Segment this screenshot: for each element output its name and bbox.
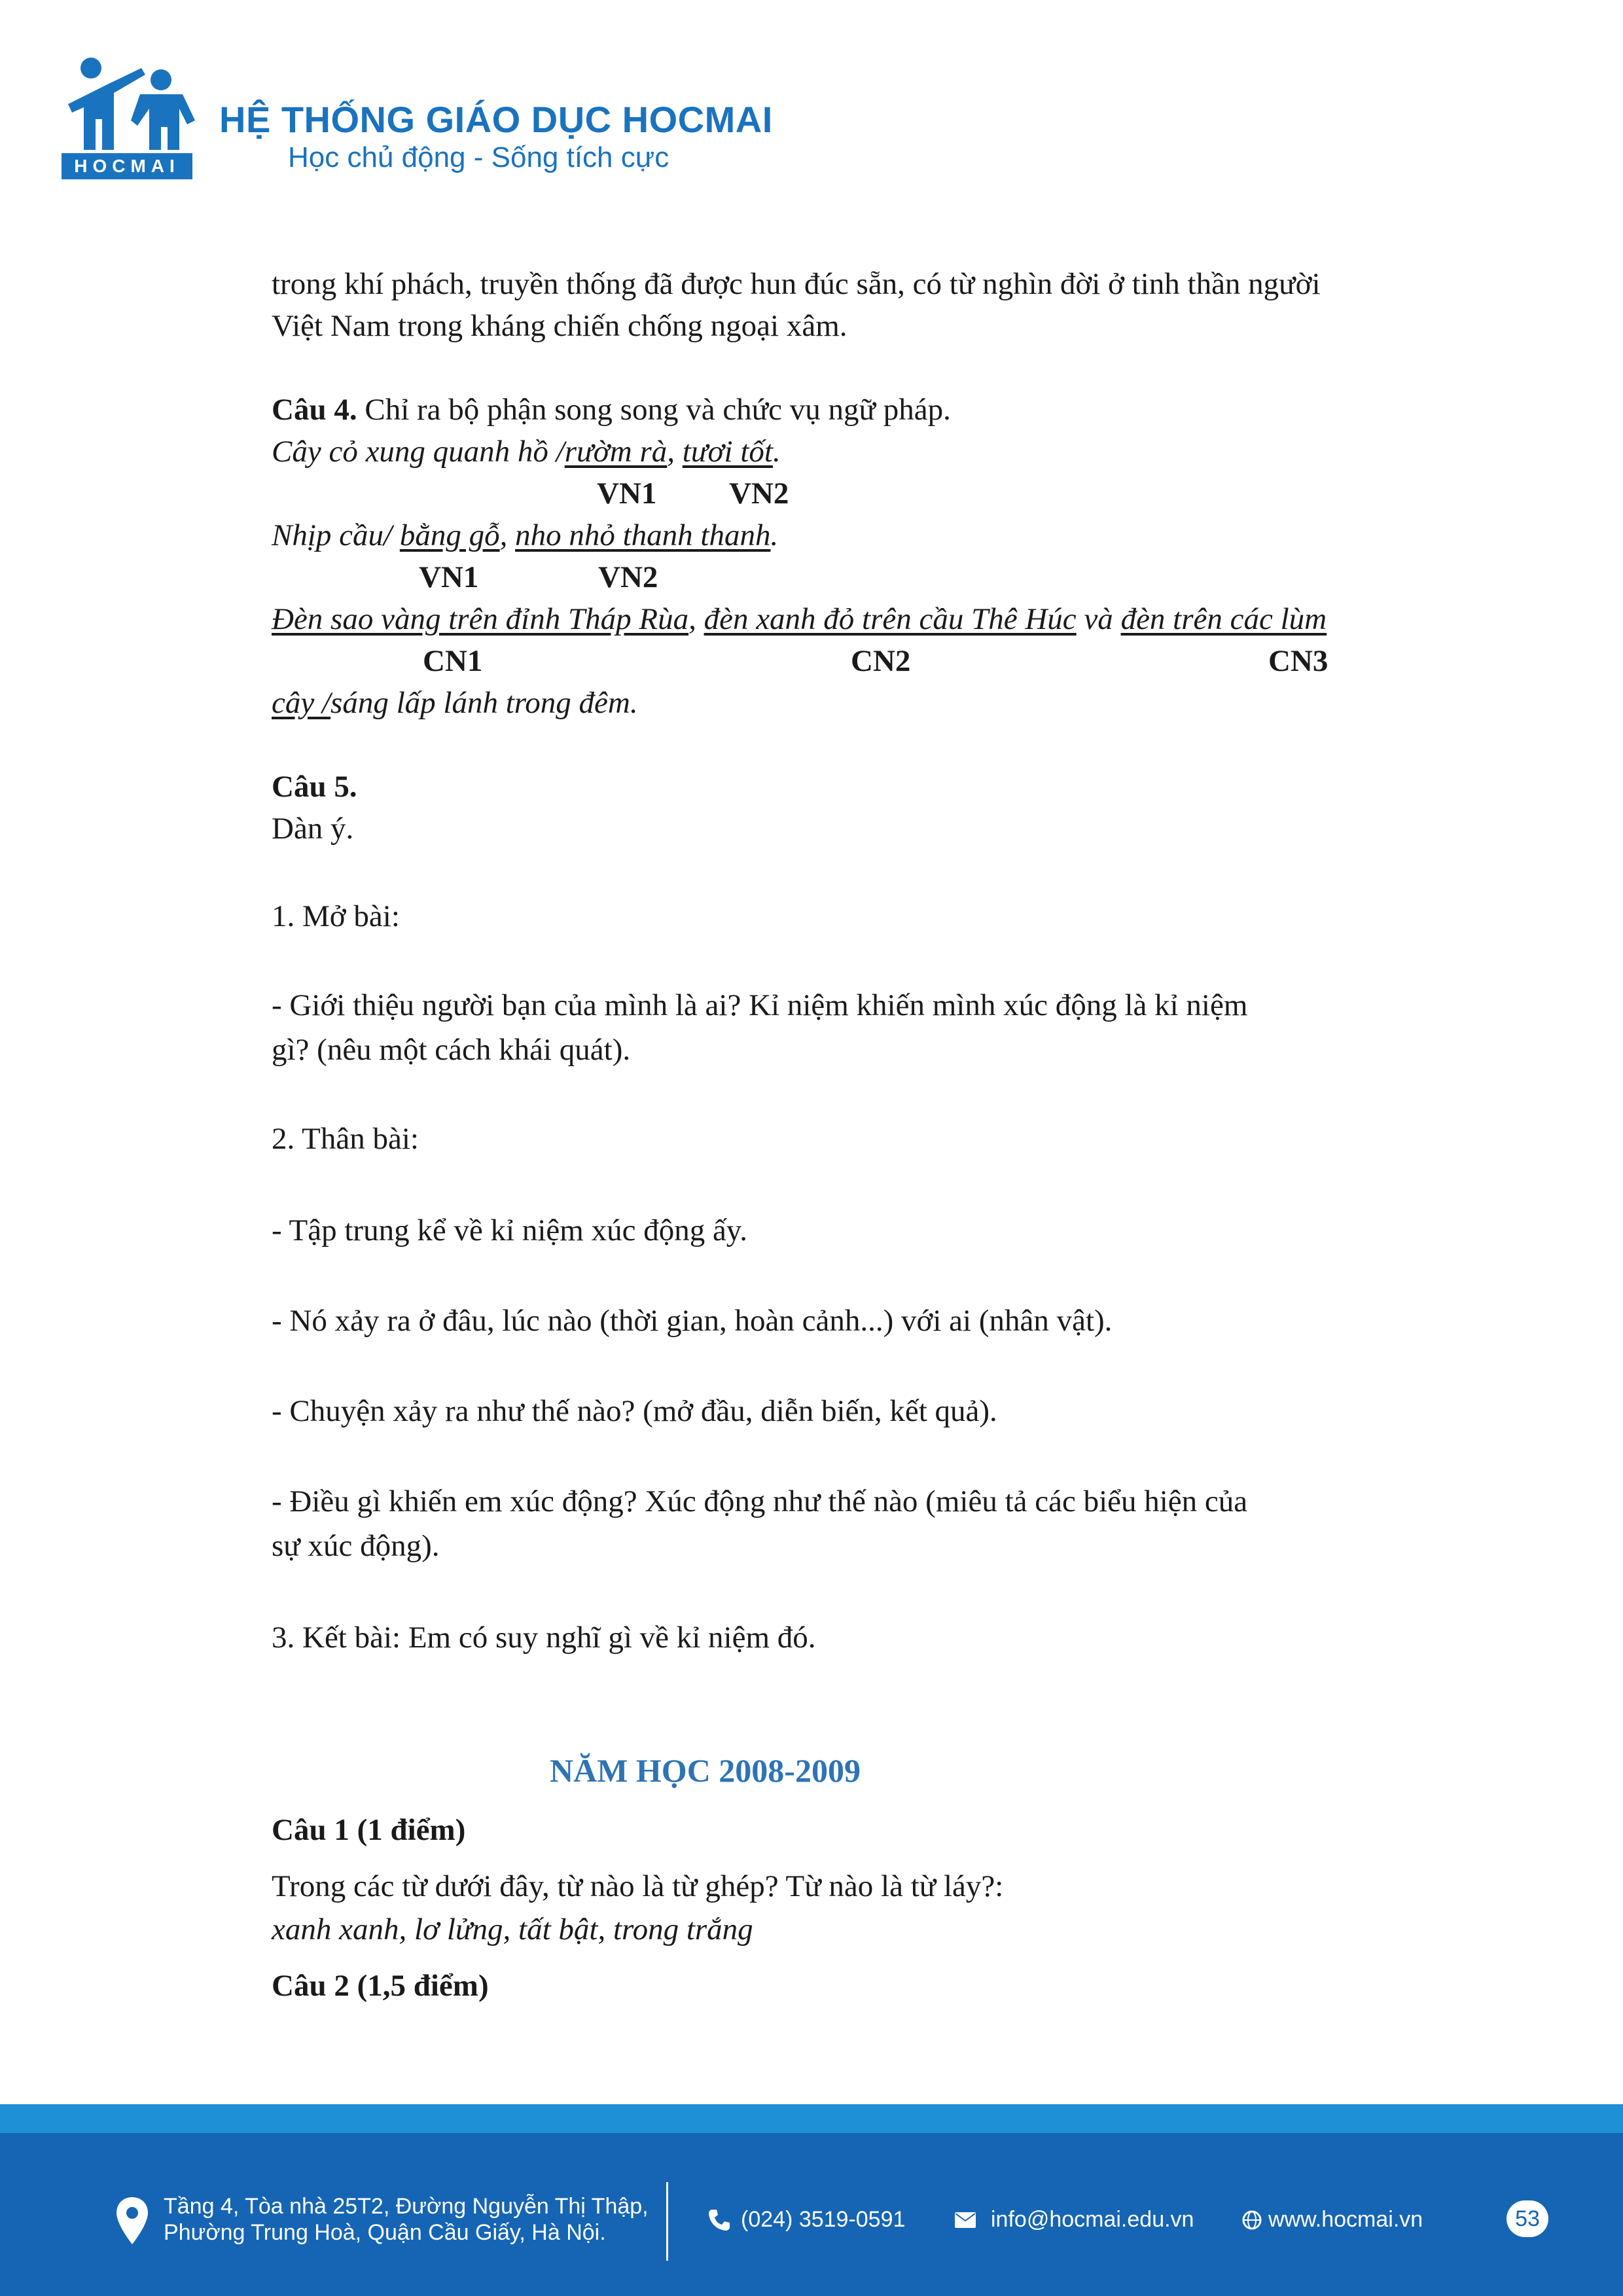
example-sentence-3-cont: [272, 683, 638, 723]
label-vn1: VN1: [597, 476, 657, 511]
outline-item: - Nó xảy ra ở đâu, lúc nào (thời gian, hoàn cảnh...) với ai (nhân vật).: [272, 1304, 1113, 1338]
page-number: 53: [1507, 2200, 1548, 2237]
sentence-part: Cây cỏ xung quanh hồ /: [272, 435, 565, 469]
footer: [0, 2133, 1623, 2296]
example-sentence-1: [272, 432, 781, 471]
sentence-part: và: [1076, 602, 1121, 636]
sentence-part: sáng lấp lánh trong đêm.: [330, 686, 638, 720]
label-cn3: CN3: [1268, 644, 1329, 678]
phone-number[interactable]: (024) 3519-0591: [741, 2207, 906, 2232]
section-than-bai: 2. Thân bài:: [272, 1122, 419, 1156]
outline-item: - Giới thiệu người bạn của mình là ai? Kỉ niệm khiến mình xúc động là kỉ niệm: [272, 988, 1248, 1022]
footer-divider: [666, 2182, 668, 2261]
label-cn2: CN2: [851, 644, 911, 678]
sentence-part: Nhịp cầu/: [272, 518, 400, 552]
underlined-part: đèn trên các lùm: [1120, 602, 1327, 636]
outline-item: sự xúc động).: [272, 1529, 440, 1563]
outline-title: Dàn ý.: [272, 812, 354, 846]
question-1-words: xanh xanh, lơ lửng, tất bật, trong trắng: [272, 1912, 753, 1946]
website-link[interactable]: www.hocmai.vn: [1268, 2207, 1423, 2232]
address-line-2: Phường Trung Hoà, Quận Cầu Giấy, Hà Nội.: [164, 2220, 606, 2245]
paragraph-line: Việt Nam trong kháng chiến chống ngoại xâm.: [272, 309, 847, 343]
section-ket-bai: 3. Kết bài: Em có suy nghĩ gì về kỉ niệm đó.: [272, 1621, 816, 1655]
underlined-part: đèn xanh đỏ trên cầu Thê Húc: [704, 602, 1077, 636]
label-vn2: VN2: [598, 560, 658, 594]
phone-icon: [707, 2208, 732, 2233]
sentence-part: .: [772, 435, 781, 469]
sentence-part: ,: [499, 518, 516, 552]
question-text: Chỉ ra bộ phận song song và chức vụ ngữ pháp.: [357, 393, 951, 427]
question-5-label: Câu 5.: [272, 770, 357, 804]
underlined-part: tươi tốt: [682, 435, 773, 469]
question-2-label: Câu 2 (1,5 điểm): [272, 1969, 489, 2003]
address-line-1: Tầng 4, Tòa nhà 25T2, Đường Nguyễn Thị Thập,: [164, 2194, 649, 2219]
sentence-part: ,: [667, 435, 683, 469]
brand-title: HỆ THỐNG GIÁO DỤC HOCMAI: [219, 99, 773, 140]
sentence-part: .: [770, 518, 779, 552]
underlined-part: cây /: [272, 686, 331, 720]
underlined-part: rườm rà: [564, 435, 668, 469]
brand-slogan: Học chủ động - Sống tích cực: [288, 141, 669, 173]
outline-item: - Điều gì khiến em xúc động? Xúc động như thế nào (miêu tả các biểu hiện của: [272, 1484, 1248, 1518]
underlined-part: nho nhỏ thanh thanh: [515, 518, 771, 552]
sentence-part: ,: [688, 602, 704, 636]
example-sentence-3: [272, 600, 1327, 639]
label-vn1: VN1: [419, 560, 479, 594]
outline-item: - Tập trung kể về kỉ niệm xúc động ấy.: [272, 1213, 748, 1247]
label-vn2: VN2: [729, 476, 789, 511]
logo-figures-icon: [62, 55, 196, 153]
question-1-text: Trong các từ dưới đây, từ nào là từ ghép? Từ nào là từ láy?:: [272, 1869, 1004, 1903]
year-heading: NĂM HỌC 2008-2009: [550, 1752, 861, 1789]
paragraph-line: trong khí phách, truyền thống đã được hun đúc sẵn, có từ nghìn đời ở tinh thần người: [272, 267, 1321, 301]
logo-wordmark: HOCMAI: [62, 153, 192, 179]
section-mo-bai: 1. Mở bài:: [272, 899, 400, 933]
question-1-label: Câu 1 (1 điểm): [272, 1813, 466, 1847]
email-link[interactable]: info@hocmai.edu.vn: [991, 2207, 1194, 2232]
question-4: [272, 390, 951, 429]
email-icon: [954, 2212, 976, 2229]
outline-item: gì? (nêu một cách khái quát).: [272, 1033, 631, 1067]
footer-stripe: [0, 2104, 1623, 2133]
hocmai-logo: [62, 55, 196, 179]
question-label: Câu 4.: [272, 393, 357, 427]
underlined-part: Đèn sao vàng trên đỉnh Tháp Rùa: [272, 602, 689, 636]
outline-item: - Chuyện xảy ra như thế nào? (mở đầu, diễn biến, kết quả).: [272, 1394, 997, 1428]
location-pin-icon: [115, 2196, 149, 2246]
underlined-part: bằng gỗ: [399, 518, 500, 552]
label-cn1: CN1: [423, 644, 483, 678]
globe-icon: [1242, 2210, 1262, 2230]
example-sentence-2: [272, 516, 778, 555]
